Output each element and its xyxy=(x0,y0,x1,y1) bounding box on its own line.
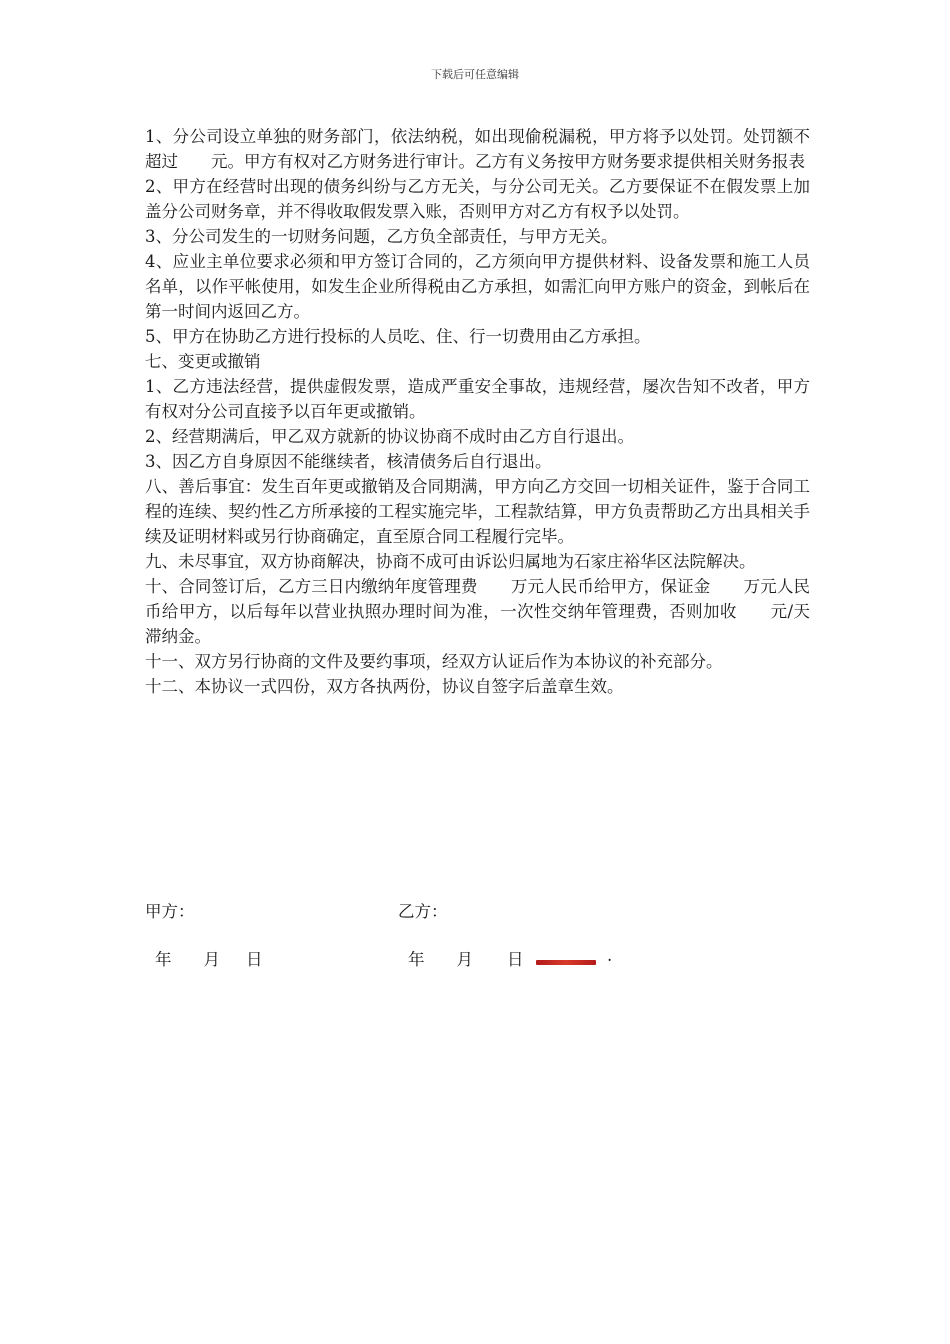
section-aftermath: 八、善后事宜：发生百年更或撤销及合同期满，甲方向乙方交回一切相关证件，鉴于合同工程的连续、契约性乙方所承接的工程实施完毕，工程款结算，甲方负责帮助乙方出具相关手续及证明材料或另行协商确定，直至原合同工程履行完毕。 xyxy=(145,477,810,546)
date-month-label: 月 xyxy=(456,950,473,969)
clause-withdrawal: 3、因乙方自身原因不能继续者，核清债务后自行退出。 xyxy=(145,452,552,471)
party-b-label: 乙方： xyxy=(398,902,448,921)
red-seal-mark xyxy=(536,960,596,965)
clause-owner-contract: 4、应业主单位要求必须和甲方签订合同的，乙方须向甲方提供材料、设备发票和施工人员名单，以作平帐使用，如发生企业所得税由乙方承担，如需汇向甲方账户的资金，到帐后在第一时间内返回乙方。 xyxy=(145,252,810,321)
contract-body xyxy=(145,124,810,699)
clause-financial-responsibility: 3、分公司发生的一切财务问题，乙方负全部责任，与甲方无关。 xyxy=(145,227,618,246)
party-a-date xyxy=(155,946,263,970)
date-row xyxy=(145,946,745,972)
date-day-label: 日 xyxy=(246,950,263,969)
party-b-date xyxy=(408,946,524,970)
signature-row xyxy=(145,898,745,924)
clause-finance-department: 1、分公司设立单独的财务部门，依法纳税，如出现偷税漏税，甲方将予以处罚。处罚额不超过 元。甲方有权对乙方财务进行审计。乙方有义务按甲方财务要求提供相关财务报表 xyxy=(145,127,810,171)
section-supplementary: 十一、双方另行协商的文件及要约事项，经双方认证后作为本协议的补充部分。 xyxy=(145,652,723,671)
date-year-label: 年 xyxy=(155,950,172,969)
date-year-label: 年 xyxy=(408,950,425,969)
clause-illegal-operation: 1、乙方违法经营，提供虚假发票，造成严重安全事故，违规经营，屡次告知不改者，甲方有权对分公司直接予以百年更或撤销。 xyxy=(145,377,810,421)
party-a-label: 甲方： xyxy=(145,902,195,921)
clause-bidding-expenses: 5、甲方在协助乙方进行投标的人员吃、住、行一切费用由乙方承担。 xyxy=(145,327,651,346)
clause-debt-disputes: 2、甲方在经营时出现的债务纠纷与乙方无关，与分公司无关。乙方要保证不在假发票上加盖分公司财务章，并不得收取假发票入账，否则甲方对乙方有权予以处罚。 xyxy=(145,177,810,221)
page-header-note: 下载后可任意编辑 xyxy=(431,68,519,81)
date-month-label: 月 xyxy=(203,950,220,969)
section-copies: 十二、本协议一式四份，双方各执两份，协议自签字后盖章生效。 xyxy=(145,677,624,696)
trailing-period: . xyxy=(607,946,613,965)
clause-term-expiry: 2、经营期满后，甲乙双方就新的协议协商不成时由乙方自行退出。 xyxy=(145,427,634,446)
section-management-fee: 十、合同签订后，乙方三日内缴纳年度管理费 万元人民币给甲方，保证金 万元人民币给甲方，以后每年以营业执照办理时间为准，一次性交纳年管理费，否则加收 元/天滞纳金。 xyxy=(145,577,810,646)
section-unresolved-matters: 九、未尽事宜，双方协商解决，协商不成可由诉讼归属地为石家庄裕华区法院解决。 xyxy=(145,552,756,571)
date-day-label: 日 xyxy=(507,950,524,969)
section-heading-change-revoke: 七、变更或撤销 xyxy=(145,352,261,371)
